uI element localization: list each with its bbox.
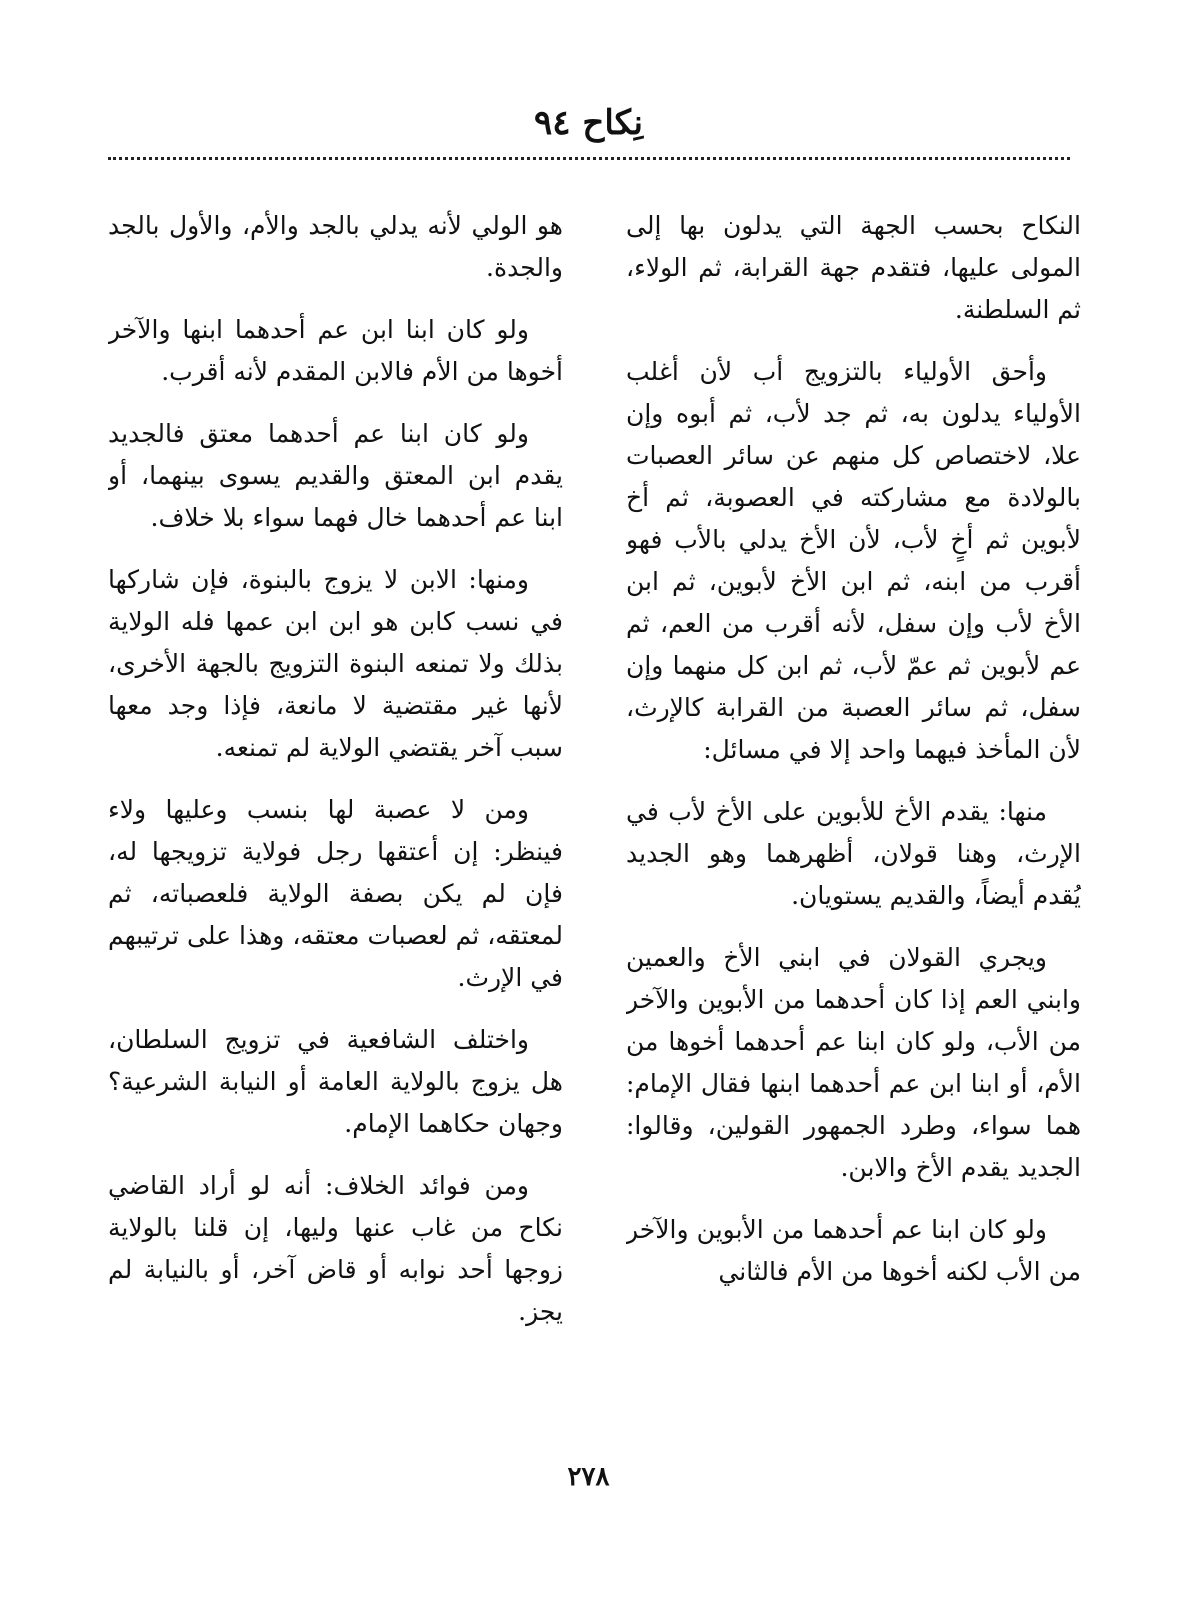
paragraph: ولو كان ابنا عم أحدهما معتق فالجديد يقدم ابن المعتق والقديم يسوى بينهما، أو ابنا عم أحدهما خال فهما سواء بلا خلاف. bbox=[108, 419, 563, 532]
paragraph: النكاح بحسب الجهة التي يدلون بها إلى المولى عليها، فتقدم جهة القرابة، ثم الولاء، ثم السلطنة. bbox=[626, 211, 1081, 324]
page-number: ٢٧٨ bbox=[567, 1462, 610, 1492]
left-column bbox=[108, 205, 563, 1455]
paragraph: ويجري القولان في ابني الأخ والعمين وابني العم إذا كان أحدهما من الأبوين والآخر من الأب، ولو كان ابنا عم أحدهما أخوها من الأم، أو ابنا ابن عم أحدهما ابنها فقال الإمام: هما سواء، وطرد الجمهور القولين، وقالوا: الجديد يقدم الأخ والابن. bbox=[626, 943, 1081, 1182]
paragraph: ومن فوائد الخلاف: أنه لو أراد القاضي نكاح من غاب عنها وليها، إن قلنا بالولاية زوجها أحد نوابه أو قاض آخر، أو بالنيابة لم يجز. bbox=[108, 1171, 563, 1326]
paragraph: منها: يقدم الأخ للأبوين على الأخ لأب في الإرث، وهنا قولان، أظهرهما وهو الجديد يُقدم أيضاً، والقديم يستويان. bbox=[626, 797, 1081, 910]
paragraph: ولو كان ابنا ابن عم أحدهما ابنها والآخر أخوها من الأم فالابن المقدم لأنه أقرب. bbox=[108, 315, 563, 386]
page-title: نِكاح ٩٤ bbox=[534, 103, 643, 143]
right-column bbox=[626, 205, 1081, 1455]
paragraph: ولو كان ابنا عم أحدهما من الأبوين والآخر من الأب لكنه أخوها من الأم فالثاني bbox=[626, 1215, 1081, 1286]
header-dotted-rule bbox=[108, 157, 1070, 160]
paragraph: ومنها: الابن لا يزوج بالبنوة، فإن شاركها في نسب كابن هو ابن ابن عمها فله الولاية بذلك ولا تمنعه البنوة التزويج بالجهة الأخرى، لأنها غير مقتضية لا مانعة، فإذا وجد معها سبب آخر يقتضي الولاية لم تمنعه. bbox=[108, 565, 563, 762]
paragraph: واختلف الشافعية في تزويج السلطان، هل يزوج بالولاية العامة أو النيابة الشرعية؟ وجهان حكاهما الإمام. bbox=[108, 1025, 563, 1138]
paragraph: وأحق الأولياء بالتزويج أب لأن أغلب الأولياء يدلون به، ثم جد لأب، ثم أبوه وإن علا، لاختصاص كل منهم عن سائر العصبات بالولادة مع مشاركته في العصوبة، ثم أخ لأبوين ثم أخٍ لأب، لأن الأخ يدلي بالأب فهو أقرب من ابنه، ثم ابن الأخ لأبوين، ثم ابن الأخ لأب وإن سفل، لأنه أقرب من العم، ثم عم لأبوين ثم عمّ لأب، ثم ابن كل منهما وإن سفل، ثم سائر العصبة من القرابة كالإرث، لأن المأخذ فيهما واحد إلا في مسائل: bbox=[626, 357, 1081, 764]
paragraph: ومن لا عصبة لها بنسب وعليها ولاء فينظر: إن أعتقها رجل فولاية تزويجها له، فإن لم يكن بصفة الولاية فلعصباته، ثم لمعتقه، ثم لعصبات معتقه، وهذا على ترتيبهم في الإرث. bbox=[108, 795, 563, 992]
paragraph: هو الولي لأنه يدلي بالجد والأم، والأول بالجد والجدة. bbox=[108, 211, 563, 282]
